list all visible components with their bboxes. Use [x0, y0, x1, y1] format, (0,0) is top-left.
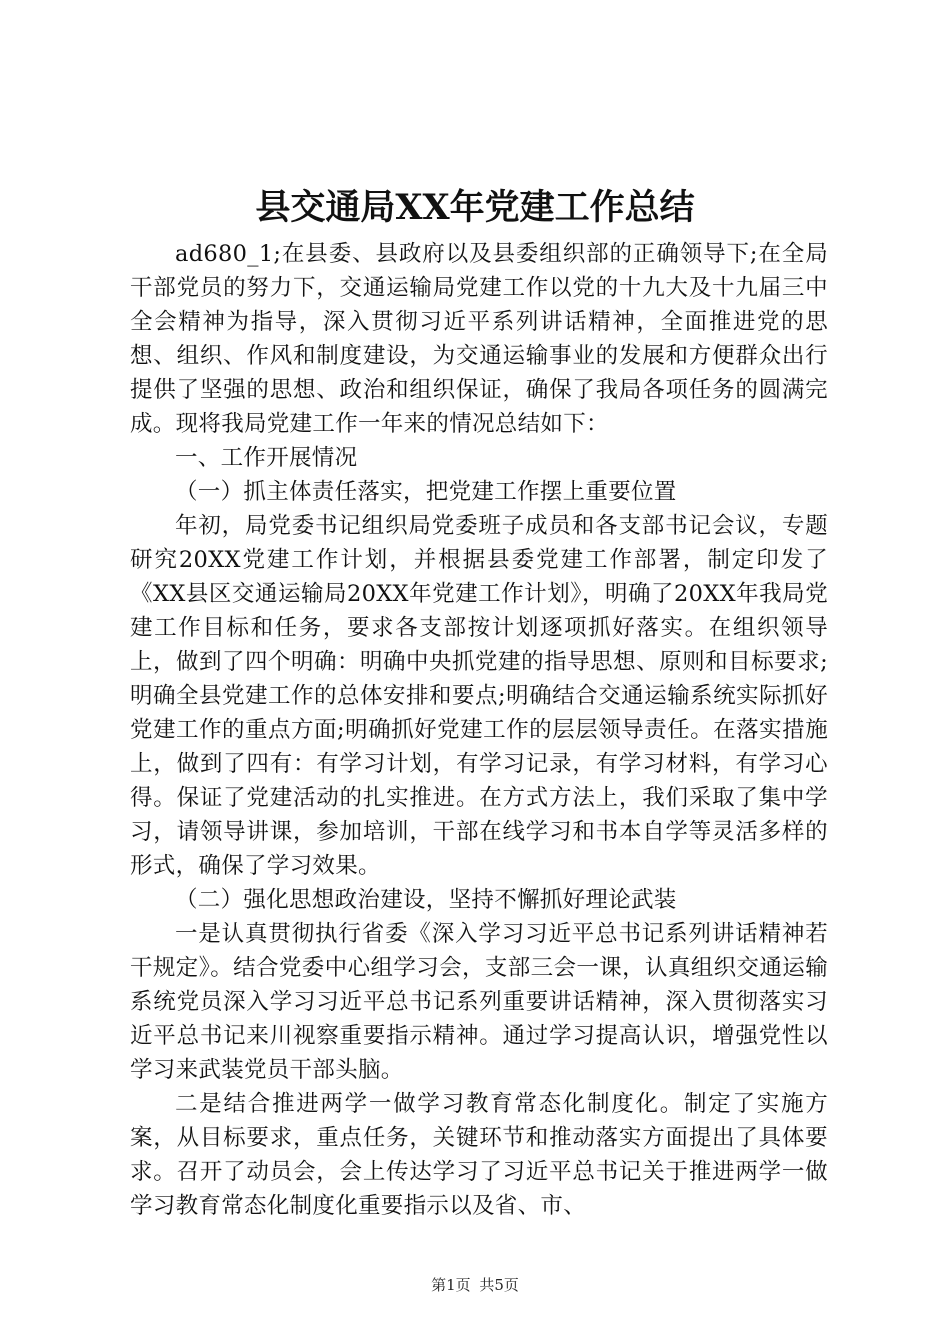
paragraph-2: 一是认真贯彻执行省委《深入学习习近平总书记系列讲话精神若干规定》。结合党委中心组学习会，支部三会一课，认真组织交通运输系统党员深入学习习近平总书记系列重要讲话精神，深入贯彻落实习近平总书记来川视察重要指示精神。通过学习提高认识，增强党性以学习来武装党员干部头脑。 [130, 921, 828, 1083]
paragraph-3: 二是结合推进两学一做学习教育常态化制度化。制定了实施方案，从目标要求，重点任务，关键环节和推动落实方面提出了具体要求。召开了动员会，会上传达学习了习近平总书记关于推进两学一做学习教育常态化制度化重要指示以及省、市、 [130, 1091, 828, 1219]
total-pages: 共5页 [479, 1276, 519, 1294]
paragraph-1: 年初，局党委书记组织局党委班子成员和各支部书记会议，专题研究20XX党建工作计划，并根据县委党建工作部署，制定印发了《XX县区交通运输局20XX年党建工作计划》，明确了20XX年我局党建工作目标和任务，要求各支部按计划逐项抓好落实。在组织领导上，做到了四个明确：明确中央抓党建的指导思想、原则和目标要求;明确全县党建工作的总体安排和要点;明确结合交通运输系统实际抓好党建工作的重点方面;明确抓好党建工作的层层领导责任。在落实措施上，做到了四有：有学习计划，有学习记录，有学习材料，有学习心得。保证了党建活动的扎实推进。在方式方法上，我们采取了集中学习，请领导讲课，参加培训，干部在线学习和书本自学等灵活多样的形式，确保了学习效果。 [130, 513, 828, 879]
paragraph-intro: ad680_1;在县委、县政府以及县委组织部的正确领导下;在全局干部党员的努力下，交通运输局党建工作以党的十九大及十九届三中全会精神为指导，深入贯彻习近平系列讲话精神，全面推进党的思想、组织、作风和制度建设，为交通运输事业的发展和方便群众出行提供了坚强的思想、政治和组织保证，确保了我局各项任务的圆满完成。现将我局党建工作一年来的情况总结如下： [130, 241, 828, 437]
document-body [130, 237, 828, 1223]
document-title: 县交通局XX年党建工作总结 [255, 187, 695, 228]
subsection-heading-2: （二）强化思想政治建设，坚持不懈抓好理论武装 [175, 887, 677, 913]
section-heading-1: 一、工作开展情况 [175, 445, 358, 471]
subsection-heading-1: （一）抓主体责任落实，把党建工作摆上重要位置 [175, 479, 677, 505]
page-footer [0, 1275, 950, 1295]
page-number: 第1页 [431, 1276, 471, 1294]
